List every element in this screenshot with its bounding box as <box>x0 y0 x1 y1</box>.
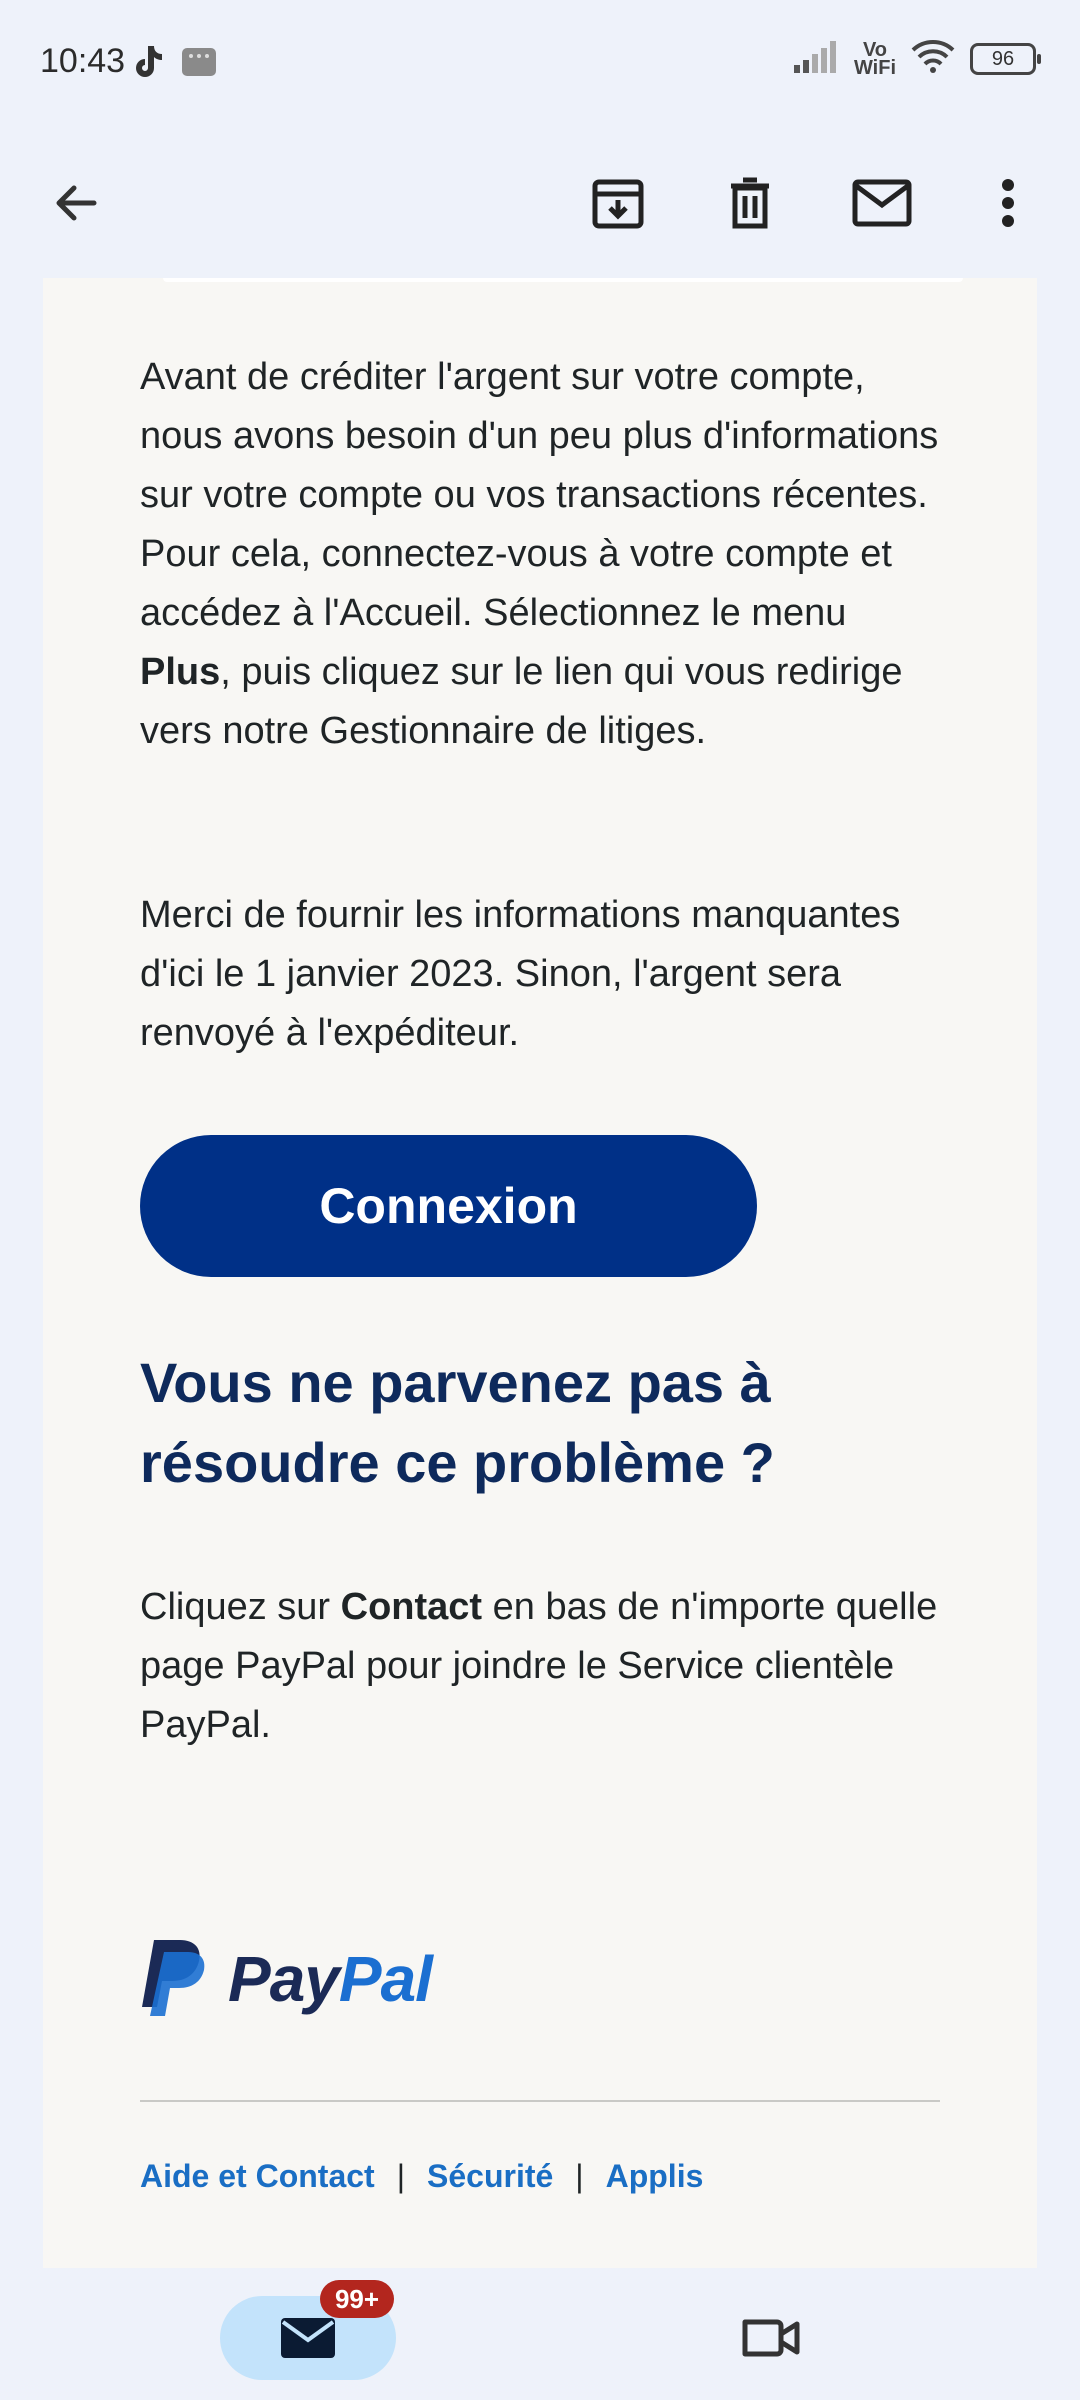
paypal-logo <box>140 1938 432 2020</box>
archive-icon <box>591 176 645 230</box>
delete-icon <box>725 176 775 230</box>
back-arrow-icon <box>50 178 100 228</box>
footer-link-help[interactable]: Aide et Contact <box>140 2158 375 2194</box>
archive-button[interactable] <box>573 158 663 248</box>
mark-unread-button[interactable] <box>837 158 927 248</box>
more-options-button[interactable] <box>963 158 1053 248</box>
status-bar <box>0 0 1080 128</box>
deadline-paragraph: Merci de fournir les informations manquantes d'ici le 1 janvier 2023. Sinon, l'argent sera renvoyé à l'expéditeur. <box>140 894 901 1054</box>
email-toolbar <box>0 128 1080 278</box>
footer-link-apps[interactable]: Applis <box>605 2158 704 2194</box>
help-heading: Vous ne parvenez pas à résoudre ce problème ? <box>140 1351 775 1494</box>
nav-meet-tab[interactable] <box>730 2298 810 2378</box>
footer-link-security[interactable]: Sécurité <box>427 2158 554 2194</box>
app-notification-icon <box>180 44 218 85</box>
tiktok-icon <box>130 44 164 85</box>
login-button[interactable]: Connexion <box>140 1135 757 1277</box>
vowifi-indicator: Vo WiFi <box>853 38 896 79</box>
info-paragraph: Avant de créditer l'argent sur votre compte, nous avons besoin d'un peu plus d'informations sur votre compte ou vos transactions récentes. Pour cela, connectez-vous à votre compte et accédez à l'Accueil. Sélectionnez le menu Plus, puis cliquez sur le lien qui vous redirige vers notre Gestionnaire de litiges. <box>140 356 939 752</box>
mail-icon <box>279 2316 337 2360</box>
signal-icon <box>792 39 840 78</box>
email-body <box>43 278 1037 2268</box>
battery-indicator: 96 <box>970 43 1036 75</box>
mark-unread-icon <box>852 179 912 227</box>
footer-separator: | <box>575 2158 584 2194</box>
back-button[interactable] <box>30 158 120 248</box>
footer-links <box>140 2158 703 2195</box>
plus-menu-label: Plus <box>140 651 221 693</box>
contact-label: Contact <box>340 1586 483 1628</box>
footer-divider <box>140 2100 940 2102</box>
more-vert-icon <box>1001 178 1015 228</box>
paypal-wordmark: PayPal <box>228 1943 432 2015</box>
unread-badge: 99+ <box>320 2280 394 2318</box>
delete-button[interactable] <box>705 158 795 248</box>
video-camera-icon <box>739 2314 801 2362</box>
wifi-icon <box>910 38 956 79</box>
contact-paragraph: Cliquez sur Contact en bas de n'importe quelle page PayPal pour joindre le Service clientèle PayPal. <box>140 1586 938 1746</box>
status-time: 10:43 <box>40 42 126 80</box>
bottom-navigation <box>0 2268 1080 2400</box>
content-divider <box>163 278 963 282</box>
footer-separator: | <box>396 2158 405 2194</box>
paypal-p-icon <box>140 1938 208 2020</box>
